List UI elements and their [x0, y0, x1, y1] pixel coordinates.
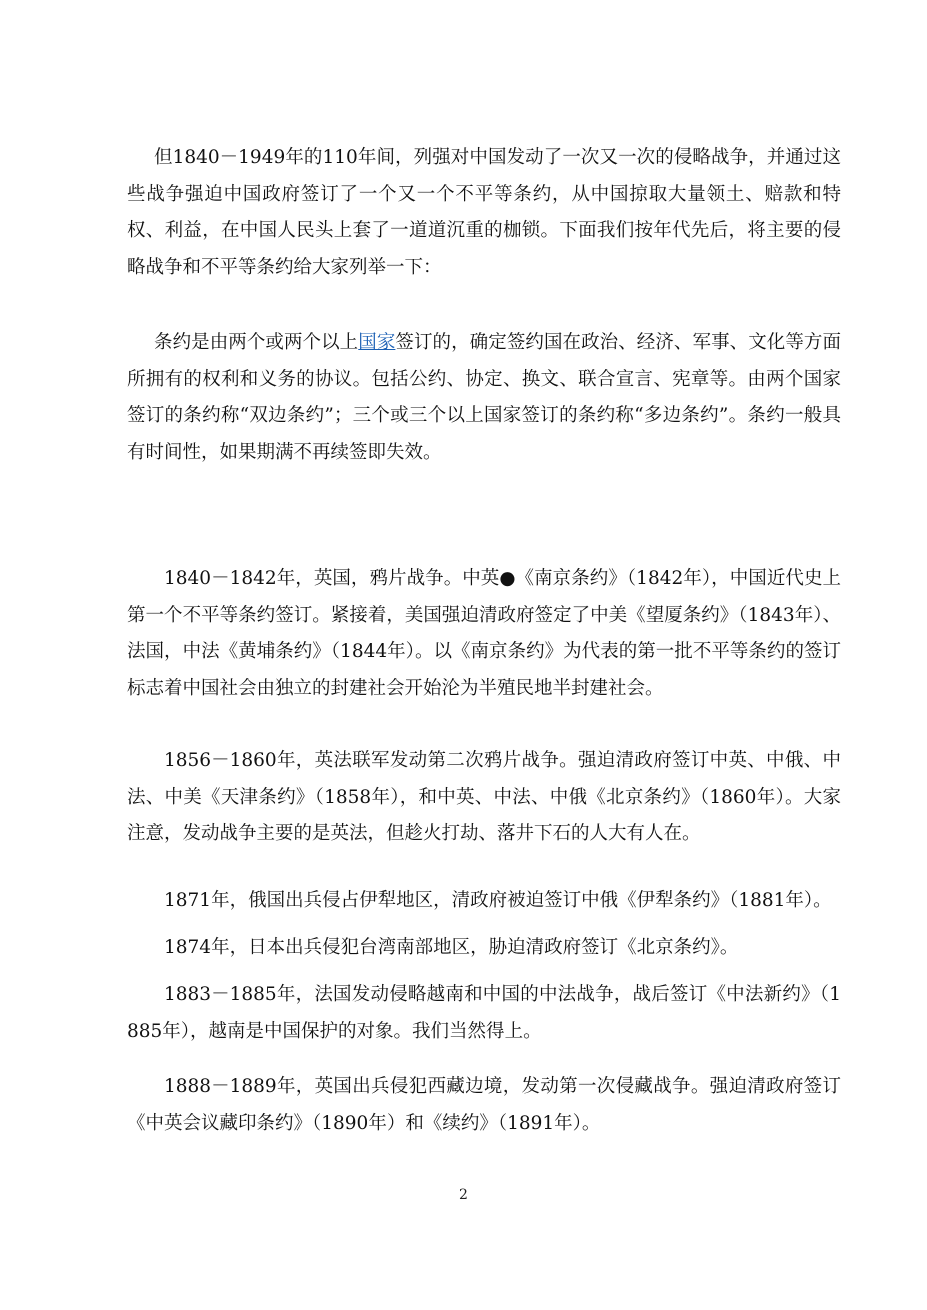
paragraph-ili: 1871年，俄国出兵侵占伊犁地区，清政府被迫签订中俄《伊犁条约》（1881年）。 — [164, 890, 832, 911]
paragraph-taiwan: 1874年，日本出兵侵犯台湾南部地区，胁迫清政府签订《北京条约》。 — [164, 937, 739, 958]
paragraph-text-before-link: 条约是由两个或两个以上 — [154, 332, 359, 353]
paragraph-treaty-definition — [127, 325, 841, 471]
paragraph-opium-war: 1840－1842年，英国，鸦片战争。中英●《南京条约》（1842年），中国近代史上第一个不平等条约签订。紧接着，美国强迫清政府签定了中美《望厦条约》（1843年）、法国，中法《黄埔条约》（1844年）。以《南京条约》为代表的第一批不平等条约的签订标志着中国社会由独立的封建社会开始沦为半殖民地半封建社会。 — [127, 568, 841, 699]
paragraph-second-opium-war: 1856－1860年，英法联军发动第二次鸦片战争。强迫清政府签订中英、中俄、中法、中美《天津条约》（1858年），和中英、中法、中俄《北京条约》（1860年）。大家注意，发动战争主要的是英法，但趁火打劫、落井下石的人大有人在。 — [127, 750, 841, 844]
paragraph-text-after-link: 签订的，确定签约国在政治、经济、军事、文化等方面所拥有的权利和义务的协议。包括公约、协定、换文、联合宣言、宪章等。由两个国家签订的条约称“双边条约”；三个或三个以上国家签订的条约称“多边条约”。条约一般具有时间性，如果期满不再续签即失效。 — [127, 332, 841, 463]
paragraph-tibet: 1888－1889年，英国出兵侵犯西藏边境，发动第一次侵藏战争。强迫清政府签订《中英会议藏印条约》（1890年）和《续约》（1891年）。 — [127, 1076, 841, 1134]
paragraph-intro: 但1840－1949年的110年间，列强对中国发动了一次又一次的侵略战争，并通过这些战争强迫中国政府签订了一个又一个不平等条约，从中国掠取大量领土、赔款和特权、利益，在中国人民头上套了一道道沉重的枷锁。下面我们按年代先后，将主要的侵略战争和不平等条约给大家列举一下： — [127, 147, 841, 278]
country-link[interactable]: 国家 — [358, 332, 396, 353]
page-number: 2 — [459, 1187, 468, 1203]
paragraph-sino-french-war: 1883－1885年，法国发动侵略越南和中国的中法战争，战后签订《中法新约》（1885年），越南是中国保护的对象。我们当然得上。 — [127, 984, 841, 1042]
